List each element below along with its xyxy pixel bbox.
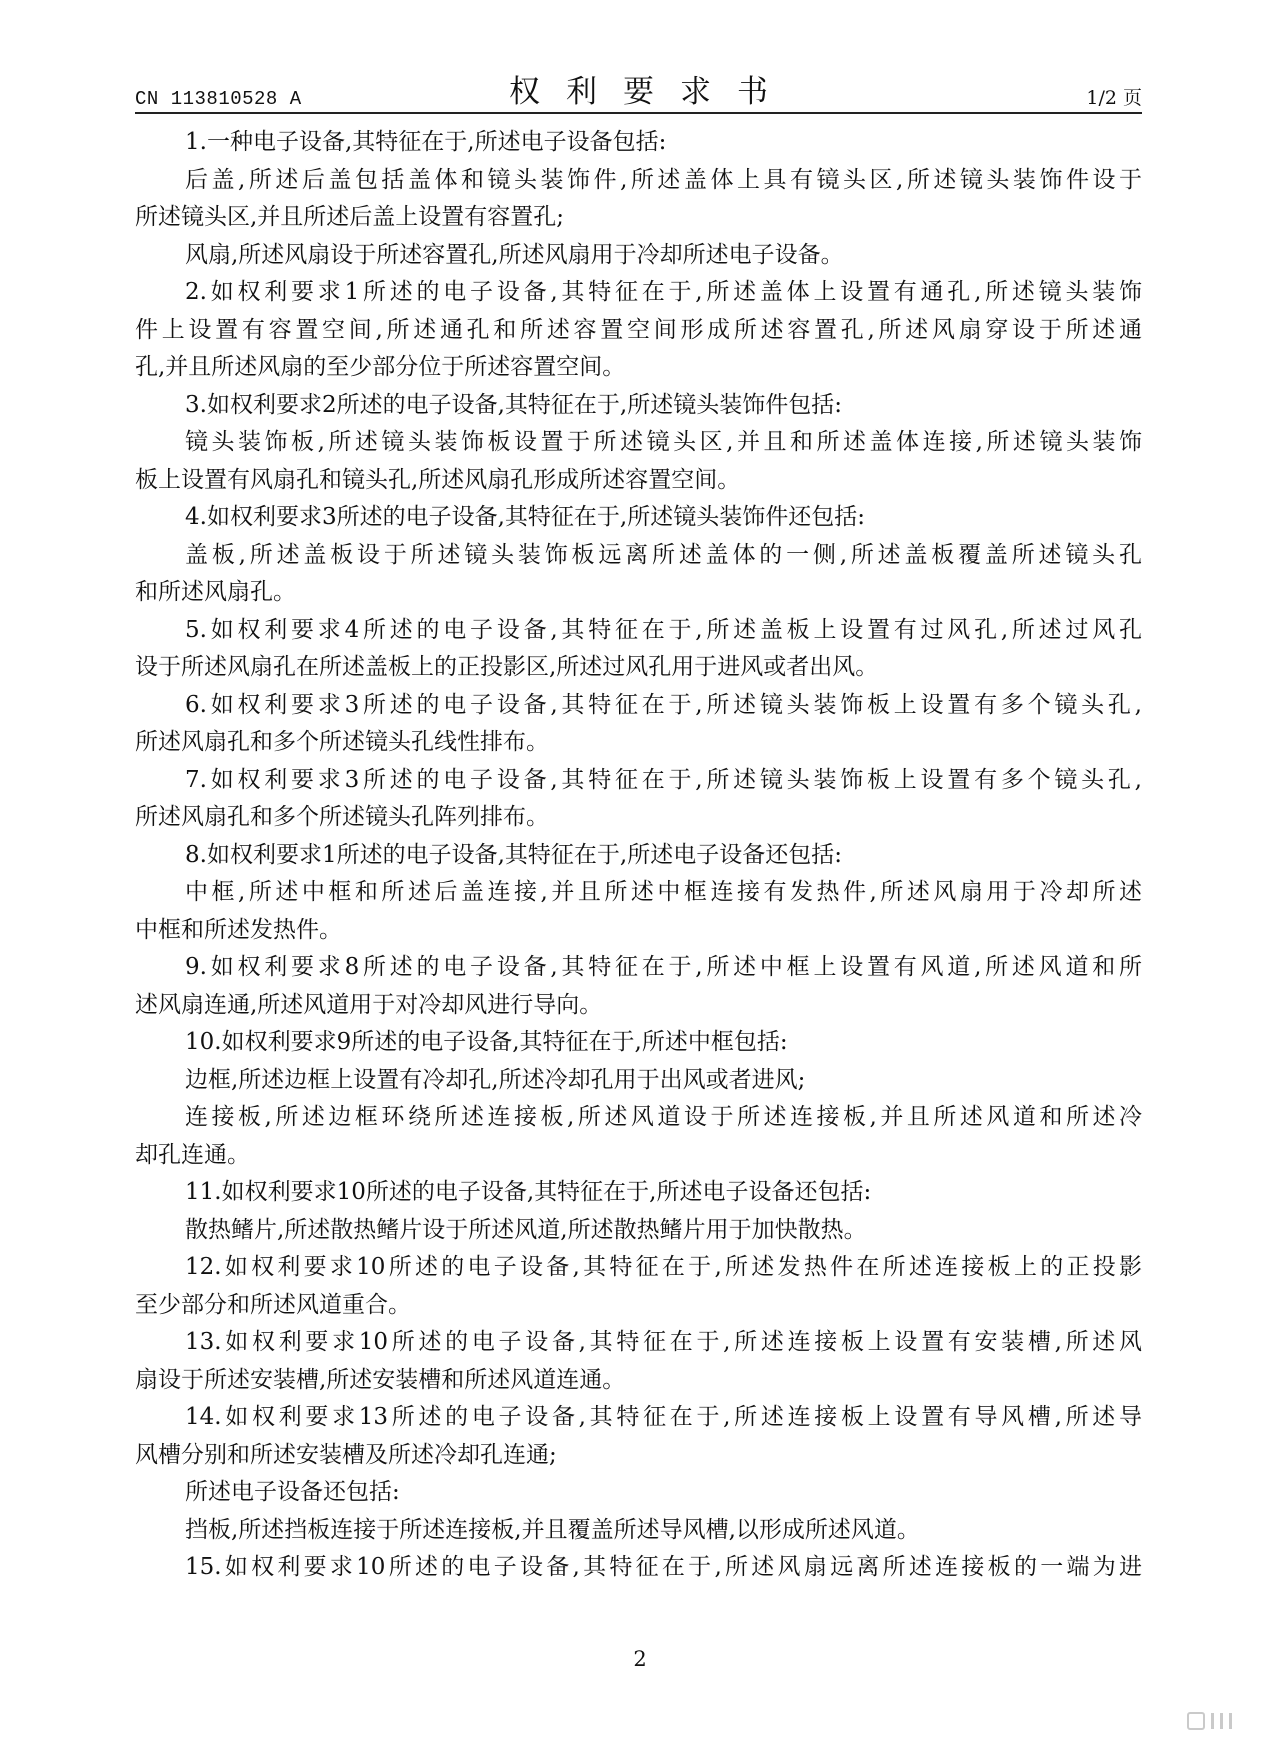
claim-line: 后盖,所述后盖包括盖体和镜头装饰件,所述盖体上具有镜头区,所述镜头装饰件设于 — [185, 166, 1142, 193]
claim-line: 述风扇连通,所述风道用于对冷却风进行导向。 — [135, 991, 603, 1018]
claim-line: 10.如权利要求9所述的电子设备,其特征在于,所述中框包括: — [185, 1029, 788, 1055]
claim-line: 1.一种电子设备,其特征在于,所述电子设备包括: — [185, 129, 667, 155]
claim-line: 设于所述风扇孔在所述盖板上的正投影区,所述过风孔用于进风或者出风。 — [135, 654, 879, 680]
publication-number: CN 113810528 A — [135, 88, 302, 110]
claim-line: 和所述风扇孔。 — [135, 579, 296, 605]
page-number: 2 — [633, 1647, 647, 1671]
claim-line: 板上设置有风扇孔和镜头孔,所述风扇孔形成所述容置空间。 — [135, 466, 741, 493]
claim-line: 中框和所述发热件。 — [135, 916, 342, 943]
claim-line: 中框,所述中框和所述后盖连接,并且所述中框连接有发热件,所述风扇用于冷却所述 — [185, 879, 1142, 905]
claim-line: 所述电子设备还包括: — [185, 1479, 400, 1505]
claim-line: 所述风扇孔和多个所述镜头孔线性排布。 — [135, 729, 549, 755]
claim-line: 3.如权利要求2所述的电子设备,其特征在于,所述镜头装饰件包括: — [185, 391, 842, 418]
watermark-bar-icon — [1229, 1713, 1232, 1729]
claim-line: 挡板,所述挡板连接于所述连接板,并且覆盖所述导风槽,以形成所述风道。 — [185, 1516, 920, 1543]
claim-line: 2.如权利要求1所述的电子设备,其特征在于,所述盖体上设置有通孔,所述镜头装饰 — [185, 279, 1142, 305]
claim-line: 所述镜头区,并且所述后盖上设置有容置孔; — [135, 204, 565, 230]
claim-line: 连接板,所述边框环绕所述连接板,所述风道设于所述连接板,并且所述风道和所述冷 — [185, 1104, 1142, 1130]
page-header — [135, 66, 1142, 116]
claims-body — [135, 124, 1142, 1587]
claim-line: 5.如权利要求4所述的电子设备,其特征在于,所述盖板上设置有过风孔,所述过风孔 — [185, 616, 1142, 643]
claim-line: 所述风扇孔和多个所述镜头孔阵列排布。 — [135, 804, 549, 830]
claim-line: 13.如权利要求10所述的电子设备,其特征在于,所述连接板上设置有安装槽,所述风 — [185, 1329, 1142, 1355]
watermark-logo — [1187, 1712, 1232, 1730]
claim-line: 14.如权利要求13所述的电子设备,其特征在于,所述连接板上设置有导风槽,所述导 — [185, 1404, 1142, 1430]
claim-line: 孔,并且所述风扇的至少部分位于所述容置空间。 — [135, 354, 626, 380]
claim-line: 7.如权利要求3所述的电子设备,其特征在于,所述镜头装饰板上设置有多个镜头孔, — [185, 766, 1142, 793]
claim-line: 11.如权利要求10所述的电子设备,其特征在于,所述电子设备还包括: — [185, 1179, 872, 1205]
page-indicator: 1/2 页 — [1086, 87, 1142, 109]
header-divider — [135, 112, 1142, 114]
claim-line: 件上设置有容置空间,所述通孔和所述容置空间形成所述容置孔,所述风扇穿设于所述通 — [135, 316, 1142, 343]
claim-line: 镜头装饰板,所述镜头装饰板设置于所述镜头区,并且和所述盖体连接,所述镜头装饰 — [185, 429, 1142, 455]
claim-line: 扇设于所述安装槽,所述安装槽和所述风道连通。 — [135, 1366, 626, 1393]
claim-line: 9.如权利要求8所述的电子设备,其特征在于,所述中框上设置有风道,所述风道和所 — [185, 954, 1142, 980]
claim-line: 盖板,所述盖板设于所述镜头装饰板远离所述盖体的一侧,所述盖板覆盖所述镜头孔 — [185, 541, 1142, 568]
claim-line: 散热鳍片,所述散热鳍片设于所述风道,所述散热鳍片用于加快散热。 — [185, 1216, 867, 1243]
watermark-square-icon — [1187, 1712, 1205, 1730]
document-title: 权利要求书 — [509, 74, 794, 110]
claim-line: 6.如权利要求3所述的电子设备,其特征在于,所述镜头装饰板上设置有多个镜头孔, — [185, 691, 1142, 718]
claim-line: 风扇,所述风扇设于所述容置孔,所述风扇用于冷却所述电子设备。 — [185, 241, 844, 268]
claim-line: 风槽分别和所述安装槽及所述冷却孔连通; — [135, 1441, 557, 1468]
claim-line: 4.如权利要求3所述的电子设备,其特征在于,所述镜头装饰件还包括: — [185, 504, 865, 530]
claim-line: 8.如权利要求1所述的电子设备,其特征在于,所述电子设备还包括: — [185, 841, 842, 868]
claim-line: 15.如权利要求10所述的电子设备,其特征在于,所述风扇远离所述连接板的一端为进 — [185, 1554, 1142, 1580]
claim-line: 却孔连通。 — [135, 1141, 250, 1168]
watermark-bar-icon — [1220, 1713, 1223, 1729]
claim-line: 至少部分和所述风道重合。 — [135, 1291, 411, 1318]
claim-line: 边框,所述边框上设置有冷却孔,所述冷却孔用于出风或者进风; — [185, 1066, 806, 1093]
watermark-bar-icon — [1211, 1713, 1214, 1729]
claim-line: 12.如权利要求10所述的电子设备,其特征在于,所述发热件在所述连接板上的正投影 — [185, 1254, 1142, 1280]
